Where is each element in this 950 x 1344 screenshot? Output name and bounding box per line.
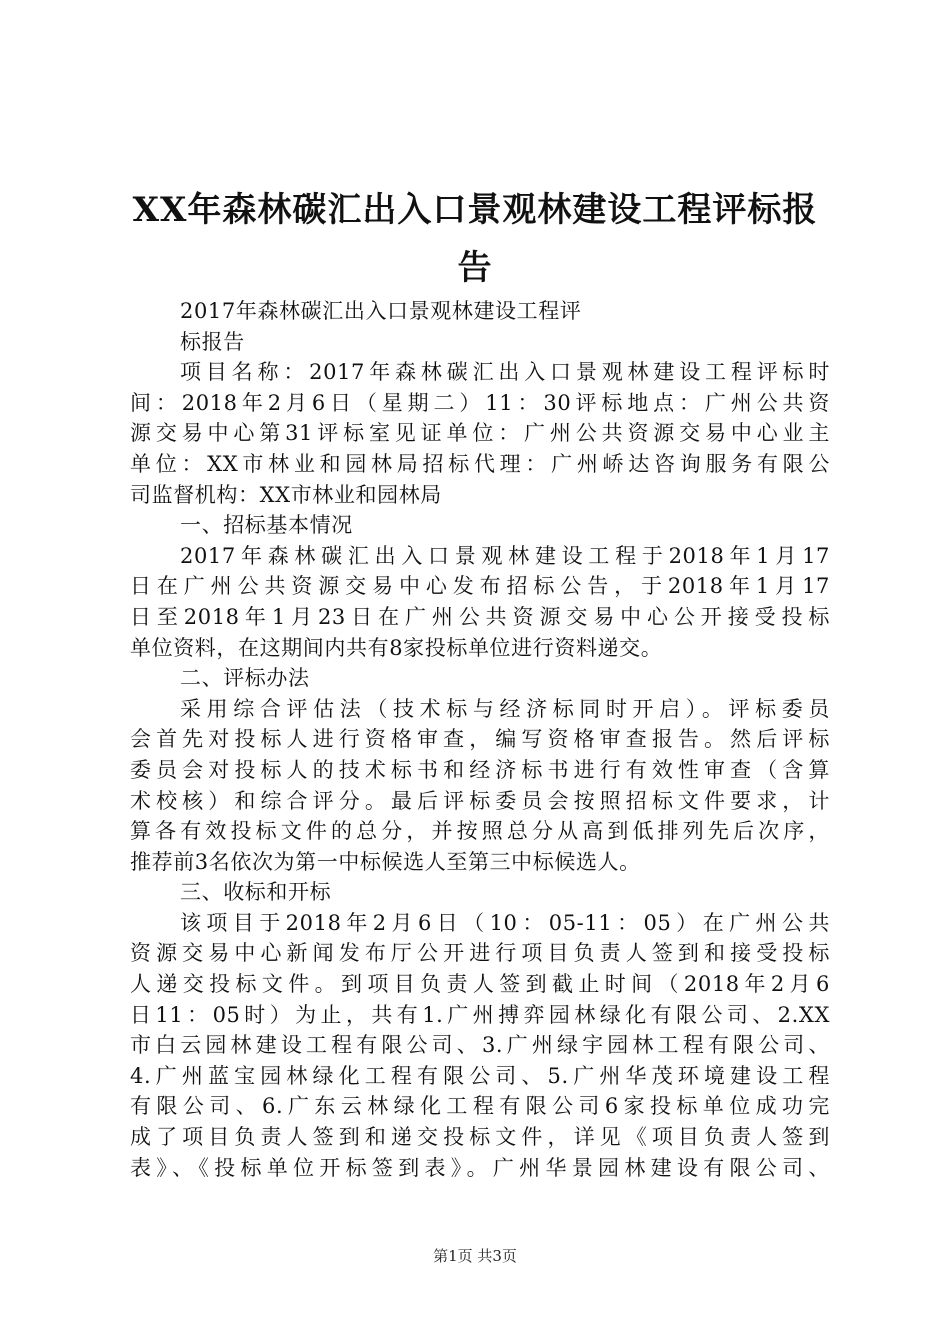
paragraph-line: 市白云园林建设工程有限公司、3.广州绿宇园林工程有限公司、 (130, 1033, 830, 1058)
page-number-footer: 第1页 共3页 (433, 1247, 517, 1265)
section-heading: 二、评标办法 (180, 666, 310, 691)
paragraph-line: 司监督机构：XX市林业和园林局 (130, 482, 442, 507)
paragraph-line: 人递交投标文件。到项目负责人签到截止时间（2018年2月6 (130, 972, 830, 997)
paragraph-line: 会首先对投标人进行资格审查，编写资格审查报告。然后评标 (130, 727, 830, 752)
paragraph-line: 日11：05时）为止，共有1.广州搏弈园林绿化有限公司、2.XX (130, 1002, 830, 1027)
paragraph-line: 该项目于2018年2月6日（10：05-11：05）在广州公共 (180, 910, 830, 935)
paragraph-line: 间：2018年2月6日（星期二）11：30评标地点：广州公共资 (130, 390, 830, 415)
section-heading: 一、招标基本情况 (180, 513, 353, 538)
paragraph-line: 单位：XX市林业和园林局招标代理：广州峤达咨询服务有限公 (130, 451, 830, 476)
paragraph-line: 日在广州公共资源交易中心发布招标公告，于2018年1月17 (130, 574, 830, 599)
paragraph-line: 有限公司、6.广东云林绿化工程有限公司6家投标单位成功完 (130, 1094, 830, 1119)
paragraph-line: 项目名称：2017年森林碳汇出入口景观林建设工程评标时 (180, 360, 830, 385)
paragraph-line: 表》、《投标单位开标签到表》。广州华景园林建设有限公司、 (130, 1155, 830, 1180)
paragraph-line: 单位资料，在这期间内共有8家投标单位进行资料递交。 (130, 635, 663, 660)
paragraph-line: 术校核）和综合评分。最后评标委员会按照招标文件要求，计 (130, 788, 830, 813)
paragraph-line: 2017年森林碳汇出入口景观林建设工程于2018年1月17 (180, 543, 830, 568)
paragraph-line: 推荐前3名依次为第一中标候选人至第三中标候选人。 (130, 849, 641, 874)
paragraph-line: 源交易中心第31评标室见证单位：广州公共资源交易中心业主 (130, 421, 830, 446)
paragraph-line: 成了项目负责人签到和递交投标文件，详见《项目负责人签到 (130, 1125, 830, 1150)
paragraph-line: 算各有效投标文件的总分，并按照总分从高到低排列先后次序， (130, 819, 830, 844)
paragraph-line: 资源交易中心新闻发布厅公开进行项目负责人签到和接受投标 (130, 941, 830, 966)
document-title-line-1: XX年森林碳汇出入口景观林建设工程评标报 (132, 190, 818, 230)
document-title-line-2: 告 (457, 248, 493, 288)
section-heading: 三、收标和开标 (180, 880, 332, 905)
paragraph-line: 4.广州蓝宝园林绿化工程有限公司、5.广州华茂环境建设工程 (130, 1063, 830, 1088)
paragraph-line: 委员会对投标人的技术标书和经济标书进行有效性审查（含算 (130, 757, 830, 782)
paragraph-line: 采用综合评估法（技术标与经济标同时开启）。评标委员 (180, 696, 830, 721)
subtitle-line-1: 2017年森林碳汇出入口景观林建设工程评 (180, 299, 582, 323)
subtitle-line-2: 标报告 (180, 329, 245, 354)
document-body (130, 296, 830, 1183)
paragraph-line: 日至2018年1月23日在广州公共资源交易中心公开接受投标 (130, 604, 830, 629)
